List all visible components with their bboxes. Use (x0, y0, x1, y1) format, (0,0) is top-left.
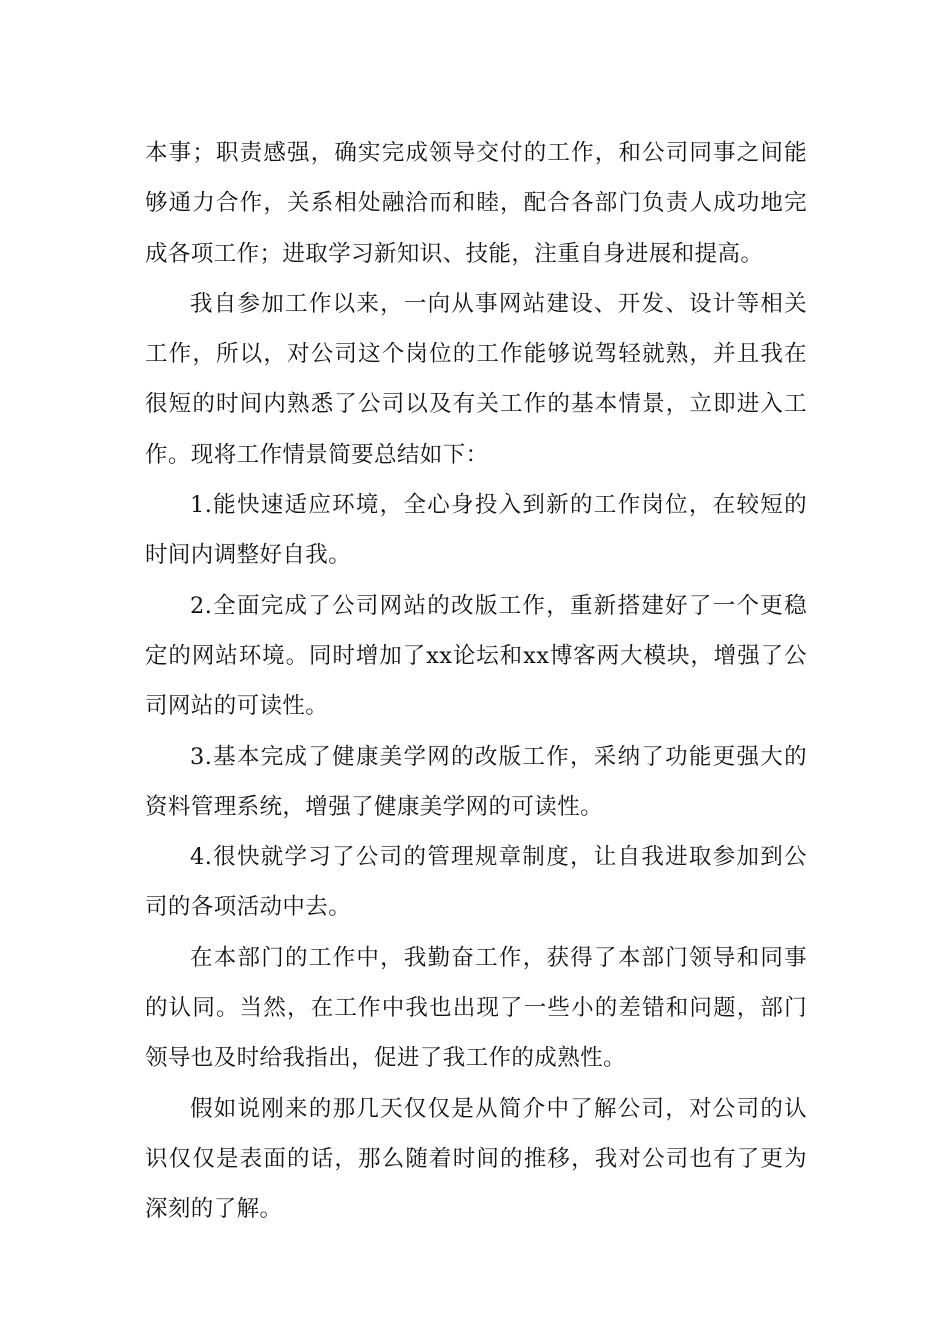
paragraph-8: 假如说刚来的那几天仅仅是从简介中了解公司，对公司的认识仅仅是表面的话，那么随着时间的推移，我对公司也有了更为深刻的了解。 (145, 1095, 807, 1223)
document-body (145, 128, 807, 1235)
paragraph-6: 4.很快就学习了公司的管理规章制度，让自我进取参加到公司的各项活动中去。 (145, 844, 807, 921)
paragraph-4: 2.全面完成了公司网站的改版工作，重新搭建好了一个更稳定的网站环境。同时增加了xx论坛和xx博客两大模块，增强了公司网站的可读性。 (145, 592, 807, 720)
paragraph-1: 本事；职责感强，确实完成领导交付的工作，和公司同事之间能够通力合作，关系相处融洽而和睦，配合各部门负责人成功地完成各项工作；进取学习新知识、技能，注重自身进展和提高。 (145, 140, 807, 267)
paragraph-7: 在本部门的工作中，我勤奋工作，获得了本部门领导和同事的认同。当然，在工作中我也出现了一些小的差错和问题，部门领导也及时给我指出，促进了我工作的成熟性。 (145, 944, 807, 1072)
paragraph-2: 我自参加工作以来，一向从事网站建设、开发、设计等相关工作，所以，对公司这个岗位的工作能够说驾轻就熟，并且我在很短的时间内熟悉了公司以及有关工作的基本情景，立即进入工作。现将工作情景简要总结如下： (145, 290, 807, 468)
paragraph-3: 1.能快速适应环境，全心身投入到新的工作岗位，在较短的时间内调整好自我。 (145, 492, 807, 569)
paragraph-5: 3.基本完成了健康美学网的改版工作，采纳了功能更强大的资料管理系统，增强了健康美学网的可读性。 (145, 743, 807, 820)
